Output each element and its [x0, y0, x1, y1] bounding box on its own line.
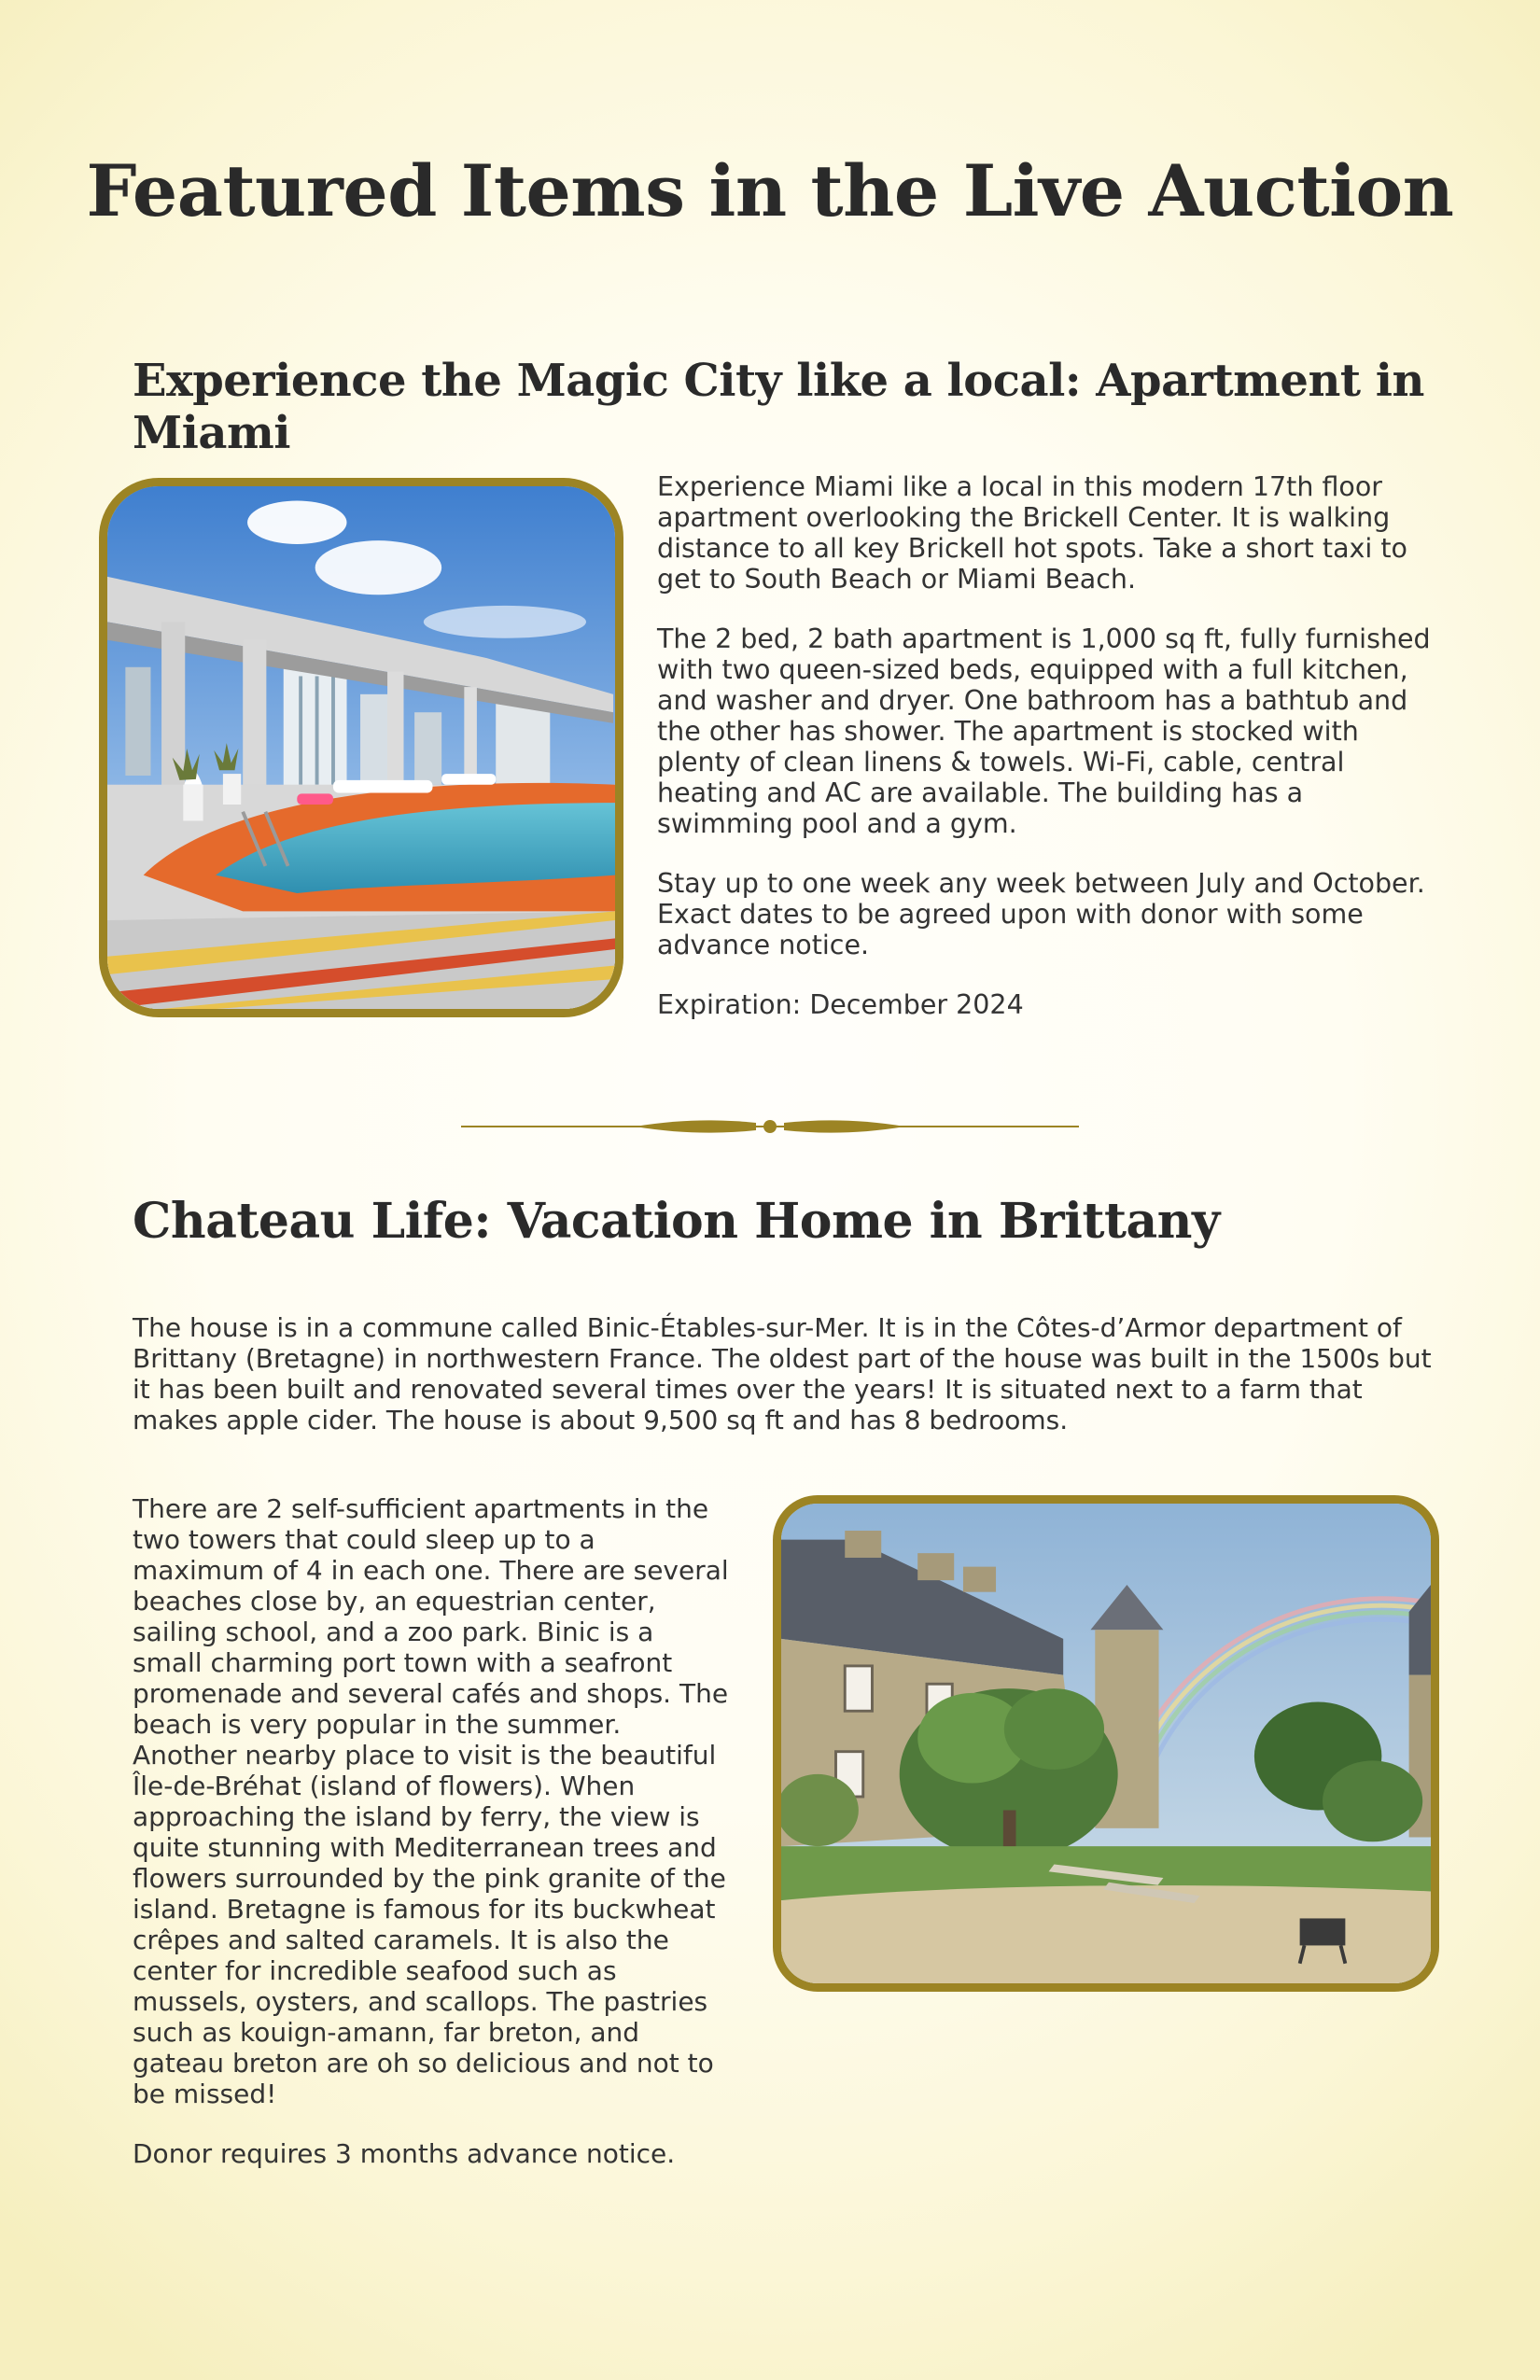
chateau-description — [133, 1493, 730, 2198]
miami-heading: Experience the Magic City like a local: Apartment in Miami — [133, 355, 1424, 459]
miami-description — [657, 471, 1446, 1049]
miami-paragraph: Experience Miami like a local in this modern 17th floor apartment overlooking the Brickell Center. It is walking distance to all key Brickell hot spots. Take a short taxi to get to South Beach or Miami Beach. — [657, 471, 1407, 595]
ornamental-divider — [457, 1111, 1083, 1142]
miami-paragraph: The 2 bed, 2 bath apartment is 1,000 sq ft, fully furnished with two queen-sized beds, equipped with a full kitchen, and washer and dryer. One bathroom has a bathtub and the other has shower. The apartment is stocked with plenty of clean linens & towels. Wi-Fi, cable, central heating and AC are available. The building has a swimming pool and a gym. — [657, 623, 1431, 839]
miami-paragraph: Stay up to one week any week between July and October. Exact dates to be agreed upon with donor with some advance notice. — [657, 868, 1425, 960]
miami-rooftop-pool-photo — [99, 478, 623, 1017]
brittany-chateau-photo — [773, 1495, 1439, 1992]
chateau-heading: Chateau Life: Vacation Home in Brittany — [133, 1193, 1220, 1250]
chateau-intro: The house is in a commune called Binic-Étables-sur-Mer. It is in the Côtes-d’Armor department of Brittany (Bretagne) in northwestern France. The oldest part of the house was built in the 1500s but it has been built and renovated several times over the years! It is situated next to a farm that makes apple cider. The house is about 9,500 sq ft and has 8 bedrooms. — [133, 1312, 1432, 1435]
chateau-details: There are 2 self-sufficient apartments in the two towers that could sleep up to a maximum of 4 in each one. There are several beaches close by, an equestrian center, sailing school, and a zoo park. Binic is a small charming port town with a seafront promenade and several cafés and shops. The beach is very popular in the summer. Another nearby place to visit is the beautiful Île-de-Bréhat (island of flowers). When approaching the island by ferry, the view is quite stunning with Mediterranean trees and flowers surrounded by the pink granite of the island. Bretagne is famous for its buckwheat crêpes and salted caramels. It is also the center for incredible seafood such as mussels, oysters, and scallops. The pastries such as kouign-amann, far breton, and gateau breton are oh so delicious and not to be missed! — [133, 1493, 729, 2109]
miami-expiration: Expiration: December 2024 — [657, 989, 1024, 1020]
page-title: Featured Items in the Live Auction — [86, 149, 1454, 232]
chateau-notice: Donor requires 3 months advance notice. — [133, 2138, 676, 2169]
